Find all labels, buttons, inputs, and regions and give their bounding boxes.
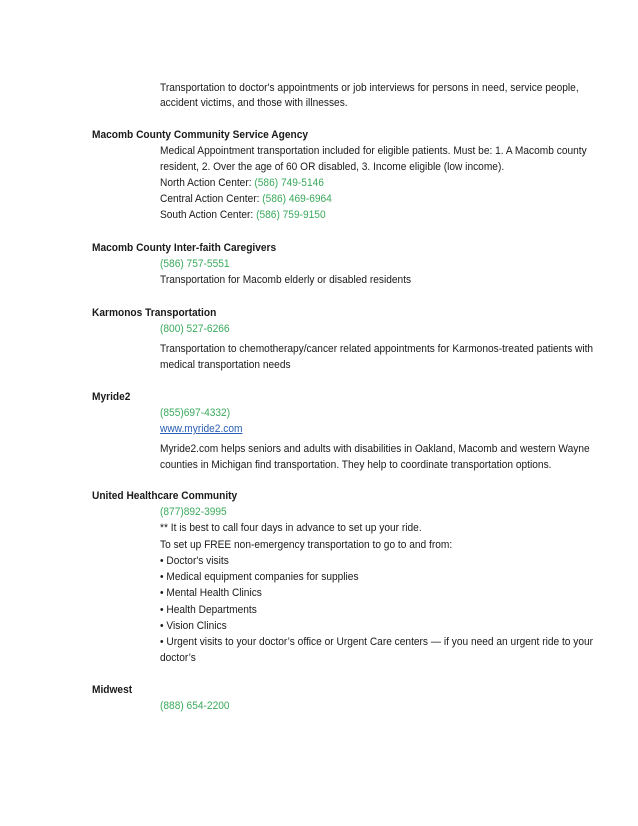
south-label: South Action Center: bbox=[160, 209, 254, 221]
uhc-bullet: • Vision Clinics bbox=[160, 620, 227, 632]
uhc-bullet: • Medical equipment companies for supplies bbox=[160, 571, 359, 583]
myride-website-link[interactable]: www.myride2.com bbox=[160, 423, 243, 435]
macomb-csa-desc-1: Medical Appointment transportation included for eligible patients. Must be: 1. A Macomb county bbox=[160, 145, 587, 157]
north-label: North Action Center: bbox=[160, 177, 252, 189]
intro-line-2: accident victims, and those with illnesses. bbox=[160, 97, 348, 109]
karmanos-desc-2: medical transportation needs bbox=[160, 359, 291, 371]
uhc-bullet: • Health Departments bbox=[160, 604, 257, 616]
myride-desc-1: Myride2.com helps seniors and adults with disabilities in Oakland, Macomb and western Wayne bbox=[160, 443, 590, 455]
karmanos-desc-1: Transportation to chemotherapy/cancer related appointments for Karmonos-treated patients with bbox=[160, 343, 594, 355]
midwest-phone[interactable]: (888) 654-2200 bbox=[160, 700, 230, 712]
uhc-bullet: • Mental Health Clinics bbox=[160, 587, 262, 599]
myride-phone[interactable]: (855)697-4332) bbox=[160, 407, 231, 419]
south-action-center bbox=[160, 207, 326, 223]
intro-line-1: Transportation to doctor's appointments or job interviews for persons in need, service people, bbox=[160, 82, 579, 94]
macomb-ifc-desc: Transportation for Macomb elderly or disabled residents bbox=[160, 274, 412, 286]
north-action-center bbox=[160, 175, 324, 191]
uhc-note: ** It is best to call four days in advance to set up your ride. bbox=[160, 522, 422, 534]
myride-desc-2: counties in Michigan find transportation. They help to coordinate transportation options. bbox=[160, 459, 552, 471]
macomb-csa-heading: Macomb County Community Service Agency bbox=[92, 129, 309, 141]
macomb-ifc-phone[interactable]: (586) 757-5551 bbox=[160, 258, 230, 270]
midwest-heading: Midwest bbox=[92, 684, 133, 696]
macomb-csa-desc-2: resident, 2. Over the age of 60 OR disabled, 3. Income eligible (low income). bbox=[160, 161, 505, 173]
uhc-bullet: • Urgent visits to your doctor’s office or Urgent Care centers — if you need an urgent ride to your bbox=[160, 636, 594, 648]
central-label: Central Action Center: bbox=[160, 193, 260, 205]
uhc-bullet: • Doctor's visits bbox=[160, 555, 229, 567]
central-phone[interactable]: (586) 469-6964 bbox=[262, 193, 332, 205]
myride-link-line bbox=[160, 421, 242, 437]
uhc-intro: To set up FREE non-emergency transportation to go to and from: bbox=[160, 539, 453, 551]
karmanos-phone[interactable]: (800) 527-6266 bbox=[160, 323, 230, 335]
uhc-phone[interactable]: (877)892-3995 bbox=[160, 506, 227, 518]
north-phone[interactable]: (586) 749-5146 bbox=[254, 177, 324, 189]
myride-heading: Myride2 bbox=[92, 391, 131, 403]
uhc-heading: United Healthcare Community bbox=[92, 490, 238, 502]
central-action-center bbox=[160, 191, 332, 207]
macomb-ifc-heading: Macomb County Inter-faith Caregivers bbox=[92, 242, 277, 254]
uhc-bullet-continued: doctor’s bbox=[160, 652, 196, 664]
south-phone[interactable]: (586) 759-9150 bbox=[256, 209, 326, 221]
karmanos-heading: Karmonos Transportation bbox=[92, 307, 217, 319]
